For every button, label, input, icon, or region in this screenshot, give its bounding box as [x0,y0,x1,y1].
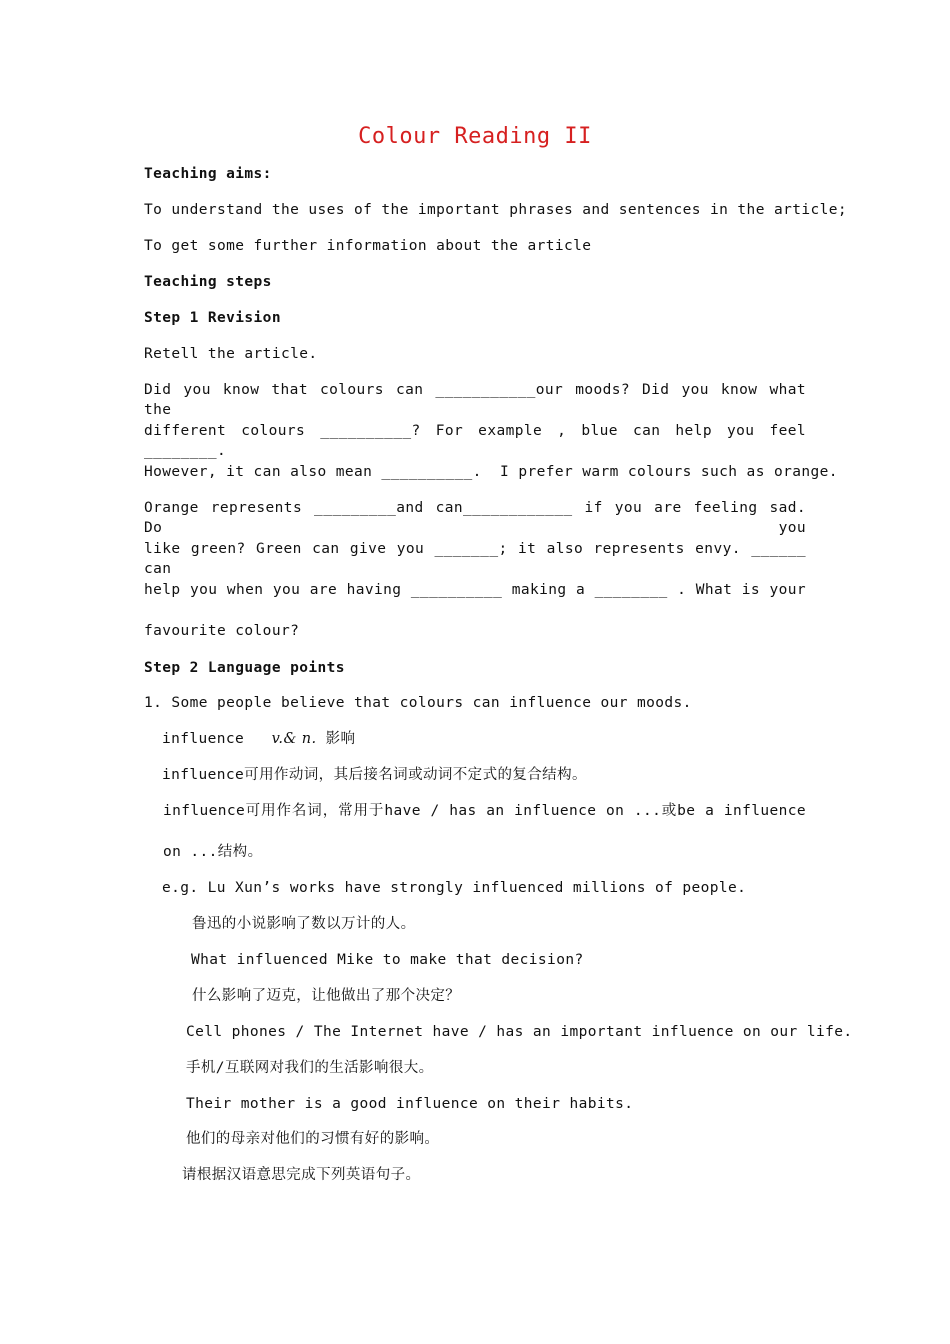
word: influence [162,731,245,747]
step1-intro: Retell the article. [144,346,318,362]
passage-line: different colours __________? For example , blue can help you feel ________. [144,423,806,459]
passage-line: Did you know that colours can ___________our moods? Did you know what the [144,382,806,418]
language-point: 1. Some people believe that colours can influence our moods. [144,695,692,711]
example-sentence: Cell phones / The Internet have / has an important influence on our life. [186,1024,853,1040]
part-of-speech: v.& n. [271,731,317,747]
step1-heading: Step 1 Revision [144,310,281,326]
usage-note-verb: influence可用作动词，其后接名词或动词不定式的复合结构。 [162,767,587,783]
passage-line: help you when you are having __________ making a ________ . What is your [144,582,806,598]
example-translation: 鲁迅的小说影响了数以万计的人。 [192,916,416,932]
step2-heading: Step 2 Language points [144,660,345,676]
word-entry [162,729,355,749]
passage-line: Orange represents _________and can____________ if you are feeling sad. Do you [144,500,806,536]
exercise-prompt: 请根据汉语意思完成下列英语句子。 [182,1167,421,1183]
passage-line: like green? Green can give you _______; it also represents envy. ______ can [144,541,806,577]
example-translation: 什么影响了迈克，让他做出了那个决定？ [192,988,461,1004]
passage-line: However, it can also mean __________. I prefer warm colours such as orange. [144,464,838,480]
passage-line: favourite colour? [144,623,300,639]
usage-note-noun-cont: on ...结构。 [163,844,263,860]
word-meaning: 影响 [325,731,356,747]
example-translation: 手机/互联网对我们的生活影响很大。 [186,1060,434,1076]
teaching-steps-heading: Teaching steps [144,274,272,290]
teaching-aims-heading: Teaching aims: [144,166,272,182]
example-sentence: e.g. Lu Xun’s works have strongly influenced millions of people. [162,880,747,896]
document-title: Colour Reading II [358,124,592,149]
example-sentence: Their mother is a good influence on their habits. [186,1096,634,1112]
usage-note-noun: influence可用作名词，常用于have / has an influence on ...或be a influence [163,803,806,819]
aim-item: To get some further information about the article [144,238,592,254]
example-sentence: What influenced Mike to make that decision? [191,952,584,968]
aim-item: To understand the uses of the important phrases and sentences in the article; [144,202,847,218]
example-translation: 他们的母亲对他们的习惯有好的影响。 [186,1131,440,1147]
